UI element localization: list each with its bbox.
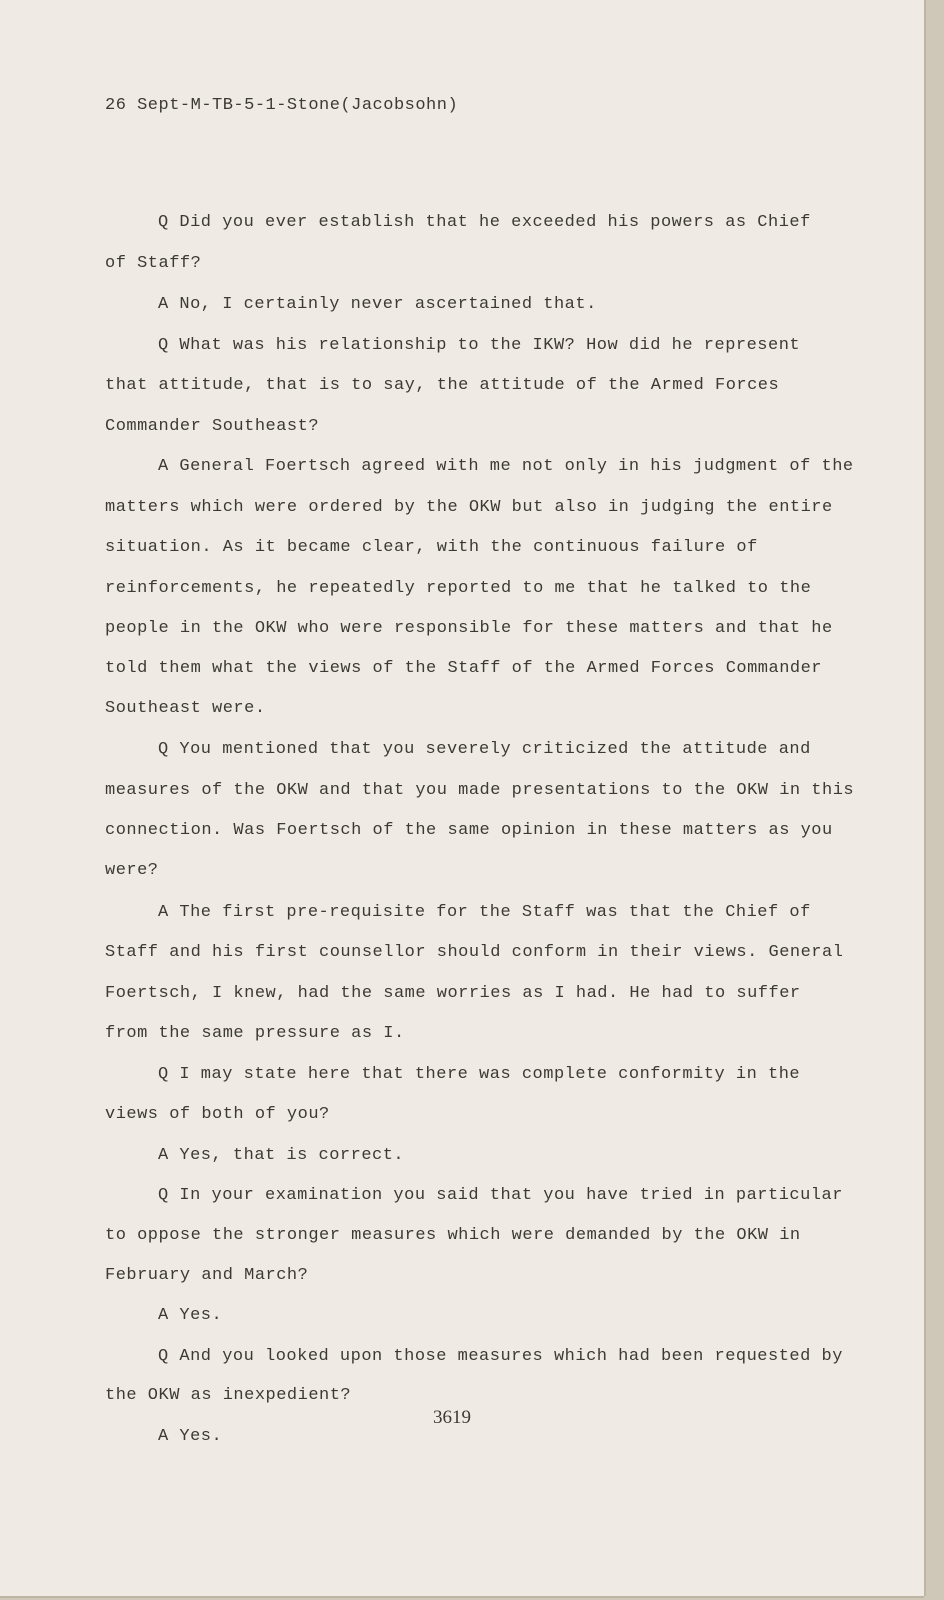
text-line: A General Foertsch agreed with me not only in his judgment of the bbox=[158, 457, 854, 476]
text-line: to oppose the stronger measures which were demanded by the OKW in bbox=[105, 1226, 801, 1245]
text-line: matters which were ordered by the OKW but also in judging the entire bbox=[105, 498, 833, 517]
text-line: Foertsch, I knew, had the same worries as I had. He had to suffer bbox=[105, 984, 801, 1003]
text-line: of Staff? bbox=[105, 254, 202, 273]
text-line: Q I may state here that there was complete conformity in the bbox=[158, 1065, 801, 1084]
text-line: Q And you looked upon those measures which had been requested by bbox=[158, 1347, 843, 1366]
text-line: from the same pressure as I. bbox=[105, 1024, 405, 1043]
text-line: A Yes. bbox=[158, 1306, 223, 1325]
text-line: A The first pre-requisite for the Staff was that the Chief of bbox=[158, 903, 811, 922]
text-line: views of both of you? bbox=[105, 1105, 330, 1124]
text-line: that attitude, that is to say, the attitude of the Armed Forces bbox=[105, 376, 780, 395]
text-line: Q What was his relationship to the IKW? How did he represent bbox=[158, 336, 801, 355]
text-line: A Yes, that is correct. bbox=[158, 1146, 405, 1165]
text-line: people in the OKW who were responsible for these matters and that he bbox=[105, 619, 833, 638]
text-line: Commander Southeast? bbox=[105, 417, 320, 436]
text-line: Q Did you ever establish that he exceeded his powers as Chief bbox=[158, 213, 811, 232]
text-line: Q In your examination you said that you have tried in particular bbox=[158, 1186, 843, 1205]
text-line: Southeast were. bbox=[105, 699, 266, 718]
text-line: February and March? bbox=[105, 1266, 309, 1285]
text-line: A No, I certainly never ascertained that. bbox=[158, 295, 597, 314]
page-number: 3619 bbox=[433, 1407, 471, 1428]
text-line: were? bbox=[105, 861, 159, 880]
text-line: situation. As it became clear, with the continuous failure of bbox=[105, 538, 758, 557]
text-line: Q You mentioned that you severely criticized the attitude and bbox=[158, 740, 811, 759]
text-line: the OKW as inexpedient? bbox=[105, 1386, 352, 1405]
document-header: 26 Sept-M-TB-5-1-Stone(Jacobsohn) bbox=[105, 96, 459, 115]
text-line: A Yes. bbox=[158, 1427, 223, 1446]
text-line: reinforcements, he repeatedly reported to me that he talked to the bbox=[105, 579, 812, 598]
text-line: told them what the views of the Staff of the Armed Forces Commander bbox=[105, 659, 823, 678]
text-line: measures of the OKW and that you made presentations to the OKW in this bbox=[105, 781, 855, 800]
text-line: connection. Was Foertsch of the same opinion in these matters as you bbox=[105, 821, 833, 840]
text-line: Staff and his first counsellor should conform in their views. General bbox=[105, 943, 844, 962]
